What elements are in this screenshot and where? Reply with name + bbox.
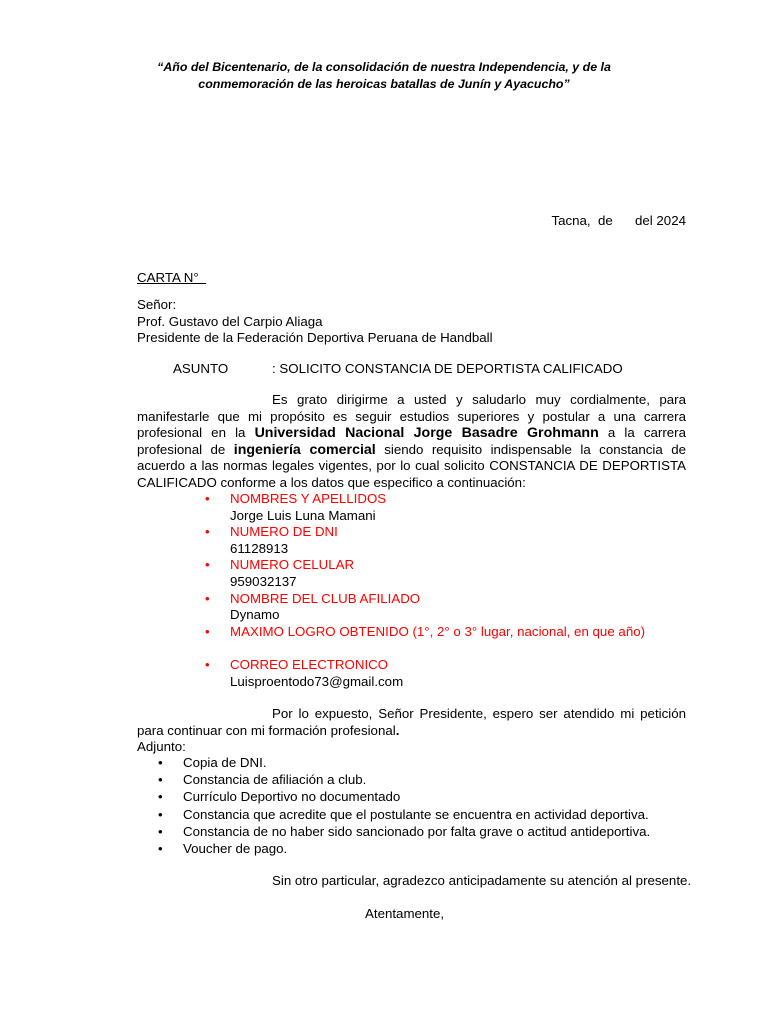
attachment-text: Constancia que acredite que el postulante se encuentra en actividad deportiva. — [183, 806, 649, 822]
data-label: MAXIMO LOGRO OBTENIDO (1°, 2° o 3° lugar, nacional, en que año) — [230, 623, 646, 639]
regards: Atentamente, — [365, 906, 445, 921]
attachment-text: Voucher de pago. — [183, 840, 288, 856]
data-label: NOMBRES Y APELLIDOS — [230, 491, 387, 506]
bullet-icon: • — [205, 557, 210, 573]
addressee-block — [137, 297, 493, 347]
attachment-item — [158, 824, 698, 841]
data-item-dni — [205, 524, 685, 557]
body-text-a: Es grato dirigirme a usted y saludarlo muy cordialmente, para manifestarle que mi propósito es seguir estudios superiores y postular a una carrera profesional en la — [137, 392, 686, 441]
bullet-icon: • — [158, 806, 163, 822]
data-value: 959032137 — [230, 573, 297, 589]
attachments-label: Adjunto: — [137, 739, 186, 754]
bullet-icon: • — [158, 789, 163, 805]
applicant-data-list — [205, 491, 685, 690]
subject-label: ASUNTO — [173, 361, 229, 376]
bullet-icon: • — [205, 491, 210, 506]
bullet-icon: • — [205, 623, 210, 639]
data-value: Luisproentodo73@gmail.com — [230, 673, 404, 689]
attachment-text: Constancia de afiliación a club. — [183, 772, 367, 788]
data-item-names — [205, 491, 685, 524]
data-item-email — [205, 657, 685, 690]
attachment-text: Currículo Deportivo no documentado — [183, 789, 401, 805]
bullet-icon: • — [205, 524, 210, 540]
subject-text: : SOLICITO CONSTANCIA DE DEPORTISTA CALIFICADO — [272, 361, 623, 376]
university-name: Universidad Nacional Jorge Basadre Grohmann — [254, 425, 599, 442]
attachment-item — [158, 772, 698, 789]
closing-paragraph — [137, 706, 686, 739]
addressee-position: Presidente de la Federación Deportiva Peruana de Handball — [137, 330, 493, 346]
bullet-icon: • — [158, 840, 163, 856]
official-year-motto: “Año del Bicentenario, de la consolidación de nuestra Independencia, y de la conmemoración de las heroicas batallas de Junín y Ayacucho” — [157, 60, 611, 91]
data-label: NOMBRE DEL CLUB AFILIADO — [230, 590, 421, 606]
data-value — [230, 640, 685, 657]
letter-number: CARTA N° — [137, 270, 207, 285]
attachment-text: Constancia de no haber sido sancionado por falta grave o actitud antideportiva. — [183, 823, 651, 839]
attachments-list — [158, 755, 698, 858]
data-item-achievement — [205, 624, 685, 657]
bullet-icon: • — [158, 823, 163, 839]
data-value: 61128913 — [230, 540, 289, 556]
final-paragraph: Sin otro particular, agradezco anticipadamente su atención al presente. — [272, 873, 692, 888]
body-paragraph — [137, 392, 686, 492]
addressee-name: Prof. Gustavo del Carpio Aliaga — [137, 313, 323, 329]
data-label: NUMERO DE DNI — [230, 524, 338, 540]
attachment-item — [158, 755, 698, 772]
attachment-item — [158, 807, 698, 824]
data-item-phone — [205, 557, 685, 590]
data-item-club — [205, 591, 685, 624]
closing-text: Por lo expuesto, Señor Presidente, espero ser atendido mi petición para continuar con mi formación profesional — [137, 706, 686, 738]
subject-line — [173, 361, 693, 378]
attachment-text: Copia de DNI. — [183, 755, 267, 770]
body-text-c: siendo requisito indispensable la constancia de acuerdo a las normas legales vigentes, por lo cual solicito CONSTANCIA DE DEPORTISTA CALIFICADO conforme a los datos que especifico a continuación: — [137, 441, 686, 490]
attachment-item — [158, 789, 698, 806]
career-name: ingeniería comercial — [233, 441, 376, 458]
data-value: Dynamo — [230, 607, 280, 623]
data-value: Jorge Luis Luna Mamani — [230, 507, 376, 523]
closing-period: . — [395, 722, 400, 738]
date-line: Tacna, de del 2024 — [551, 213, 686, 228]
attachment-item — [158, 841, 698, 858]
body-text-b: a la carrera profesional de — [137, 425, 686, 457]
data-label: NUMERO CELULAR — [230, 557, 355, 573]
salutation: Señor: — [137, 297, 177, 312]
data-label: CORREO ELECTRONICO — [230, 656, 389, 672]
bullet-icon: • — [205, 656, 210, 672]
bullet-icon: • — [158, 755, 163, 770]
bullet-icon: • — [205, 590, 210, 606]
bullet-icon: • — [158, 772, 163, 788]
